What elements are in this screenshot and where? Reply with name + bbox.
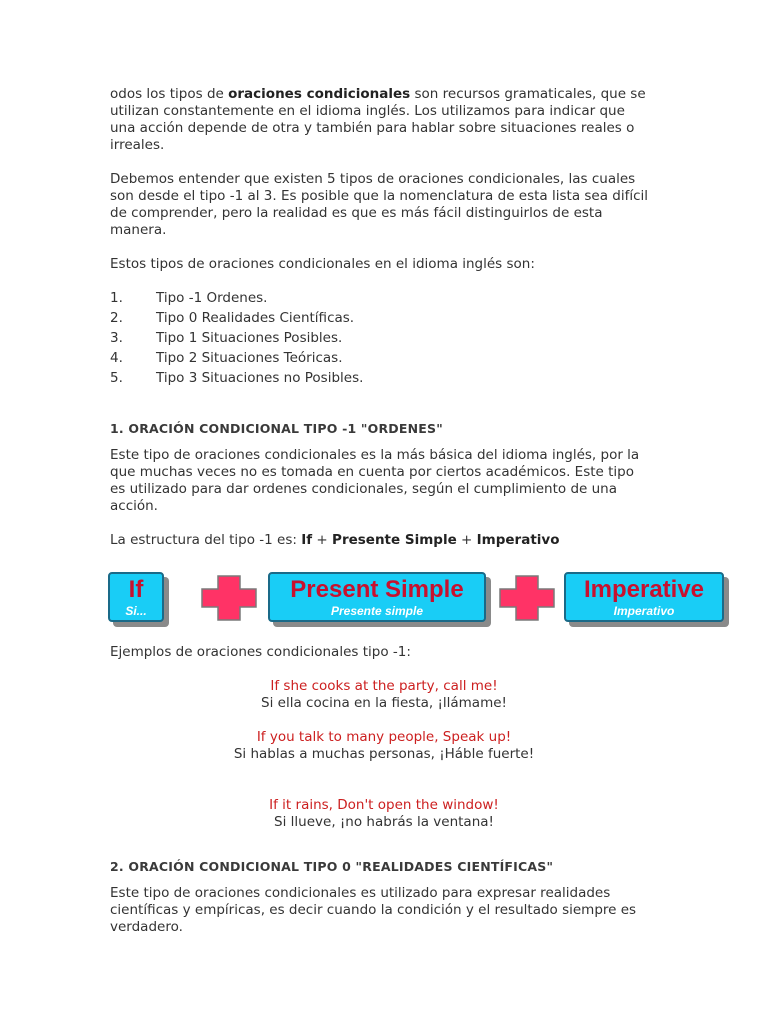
examples-list <box>110 678 658 831</box>
list-item-text: Tipo 2 Situaciones Teóricas. <box>156 350 343 366</box>
banner-box-if <box>108 572 164 622</box>
intro-text-start: odos los tipos de <box>110 86 229 102</box>
example-spanish: Si hablas a muchas personas, ¡Háble fuerte! <box>233 746 535 762</box>
document-content <box>110 86 650 566</box>
plus-icon <box>498 574 556 622</box>
intro-text-end: son recursos gramaticales, que se utilizan constantemente en el idioma inglés. Los utilizamos para indicar que una acción depende de otra y también para hablar sobre situaciones reales o irreales. <box>110 86 646 153</box>
example-english: If you talk to many people, Speak up! <box>256 729 512 745</box>
examples-intro: Ejemplos de oraciones condicionales tipo -1: <box>110 644 411 660</box>
example-item <box>110 678 658 712</box>
example-item <box>110 729 658 763</box>
banner-imperative-sub: Imperativo <box>613 604 675 618</box>
banner-box-present-simple <box>268 572 486 622</box>
intro-paragraph-1 <box>110 86 650 154</box>
list-item <box>110 350 650 370</box>
list-item-number: 3. <box>110 330 123 346</box>
banner-present-sub: Presente simple <box>330 604 424 618</box>
banner-if-main: If <box>128 576 144 603</box>
section-2-heading: 2. ORACIÓN CONDICIONAL TIPO 0 "REALIDADES CIENTÍFICAS" <box>110 859 554 874</box>
list-item <box>110 290 650 310</box>
structure-prefix: La estructura del tipo -1 es: <box>110 532 302 548</box>
intro-paragraph-2: Debemos entender que existen 5 tipos de oraciones condicionales, las cuales son desde el tipo -1 al 3. Es posible que la nomenclatura de esta lista sea difícil de comprender, pero la realidad es que es más fácil distinguirlos de esta manera. <box>110 171 649 238</box>
list-item-number: 5. <box>110 370 123 386</box>
banner-if-sub: Si... <box>125 604 147 618</box>
example-item <box>110 797 658 831</box>
banner-imperative-main: Imperative <box>583 576 705 603</box>
list-item-text: Tipo 1 Situaciones Posibles. <box>156 330 343 346</box>
section-2-paragraph: Este tipo de oraciones condicionales es utilizado para expresar realidades científicas y empíricas, es decir cuando la condición y el resultado siempre es verdadero. <box>110 885 637 935</box>
list-item <box>110 330 650 350</box>
intro-paragraph-3: Estos tipos de oraciones condicionales en el idioma inglés son: <box>110 256 535 272</box>
formula-banner <box>108 572 728 628</box>
types-list <box>110 290 650 390</box>
structure-if: If <box>301 532 313 548</box>
banner-present-main: Present Simple <box>290 576 464 603</box>
section-1-paragraph: Este tipo de oraciones condicionales es la más básica del idioma inglés, por la que muchas veces no es tomada en cuenta por ciertos académicos. Este tipo es utilizado para dar ordenes condicionales, según el cumplimiento de una acción. <box>110 447 640 514</box>
list-item-number: 2. <box>110 310 123 326</box>
list-item-text: Tipo 3 Situaciones no Posibles. <box>156 370 364 386</box>
example-spanish: Si llueve, ¡no habrás la ventana! <box>274 814 494 830</box>
list-item-number: 4. <box>110 350 123 366</box>
structure-present: Presente Simple <box>332 532 457 548</box>
example-spanish: Si ella cocina en la fiesta, ¡llámame! <box>261 695 507 711</box>
list-item <box>110 370 650 390</box>
banner-box-imperative <box>564 572 724 622</box>
structure-plus: + <box>312 532 333 548</box>
list-item <box>110 310 650 330</box>
plus-icon <box>200 574 258 622</box>
section-1-heading: 1. ORACIÓN CONDICIONAL TIPO -1 "ORDENES" <box>110 421 443 436</box>
list-item-text: Tipo -1 Ordenes. <box>156 290 268 306</box>
intro-bold-term: oraciones condicionales <box>228 86 411 102</box>
list-item-text: Tipo 0 Realidades Científicas. <box>156 310 355 326</box>
example-english: If it rains, Don't open the window! <box>269 797 499 813</box>
structure-line <box>110 532 650 549</box>
examples-section <box>110 644 650 953</box>
structure-plus: + <box>456 532 477 548</box>
structure-imperative: Imperativo <box>476 532 560 548</box>
list-item-number: 1. <box>110 290 123 306</box>
example-english: If she cooks at the party, call me! <box>270 678 498 694</box>
